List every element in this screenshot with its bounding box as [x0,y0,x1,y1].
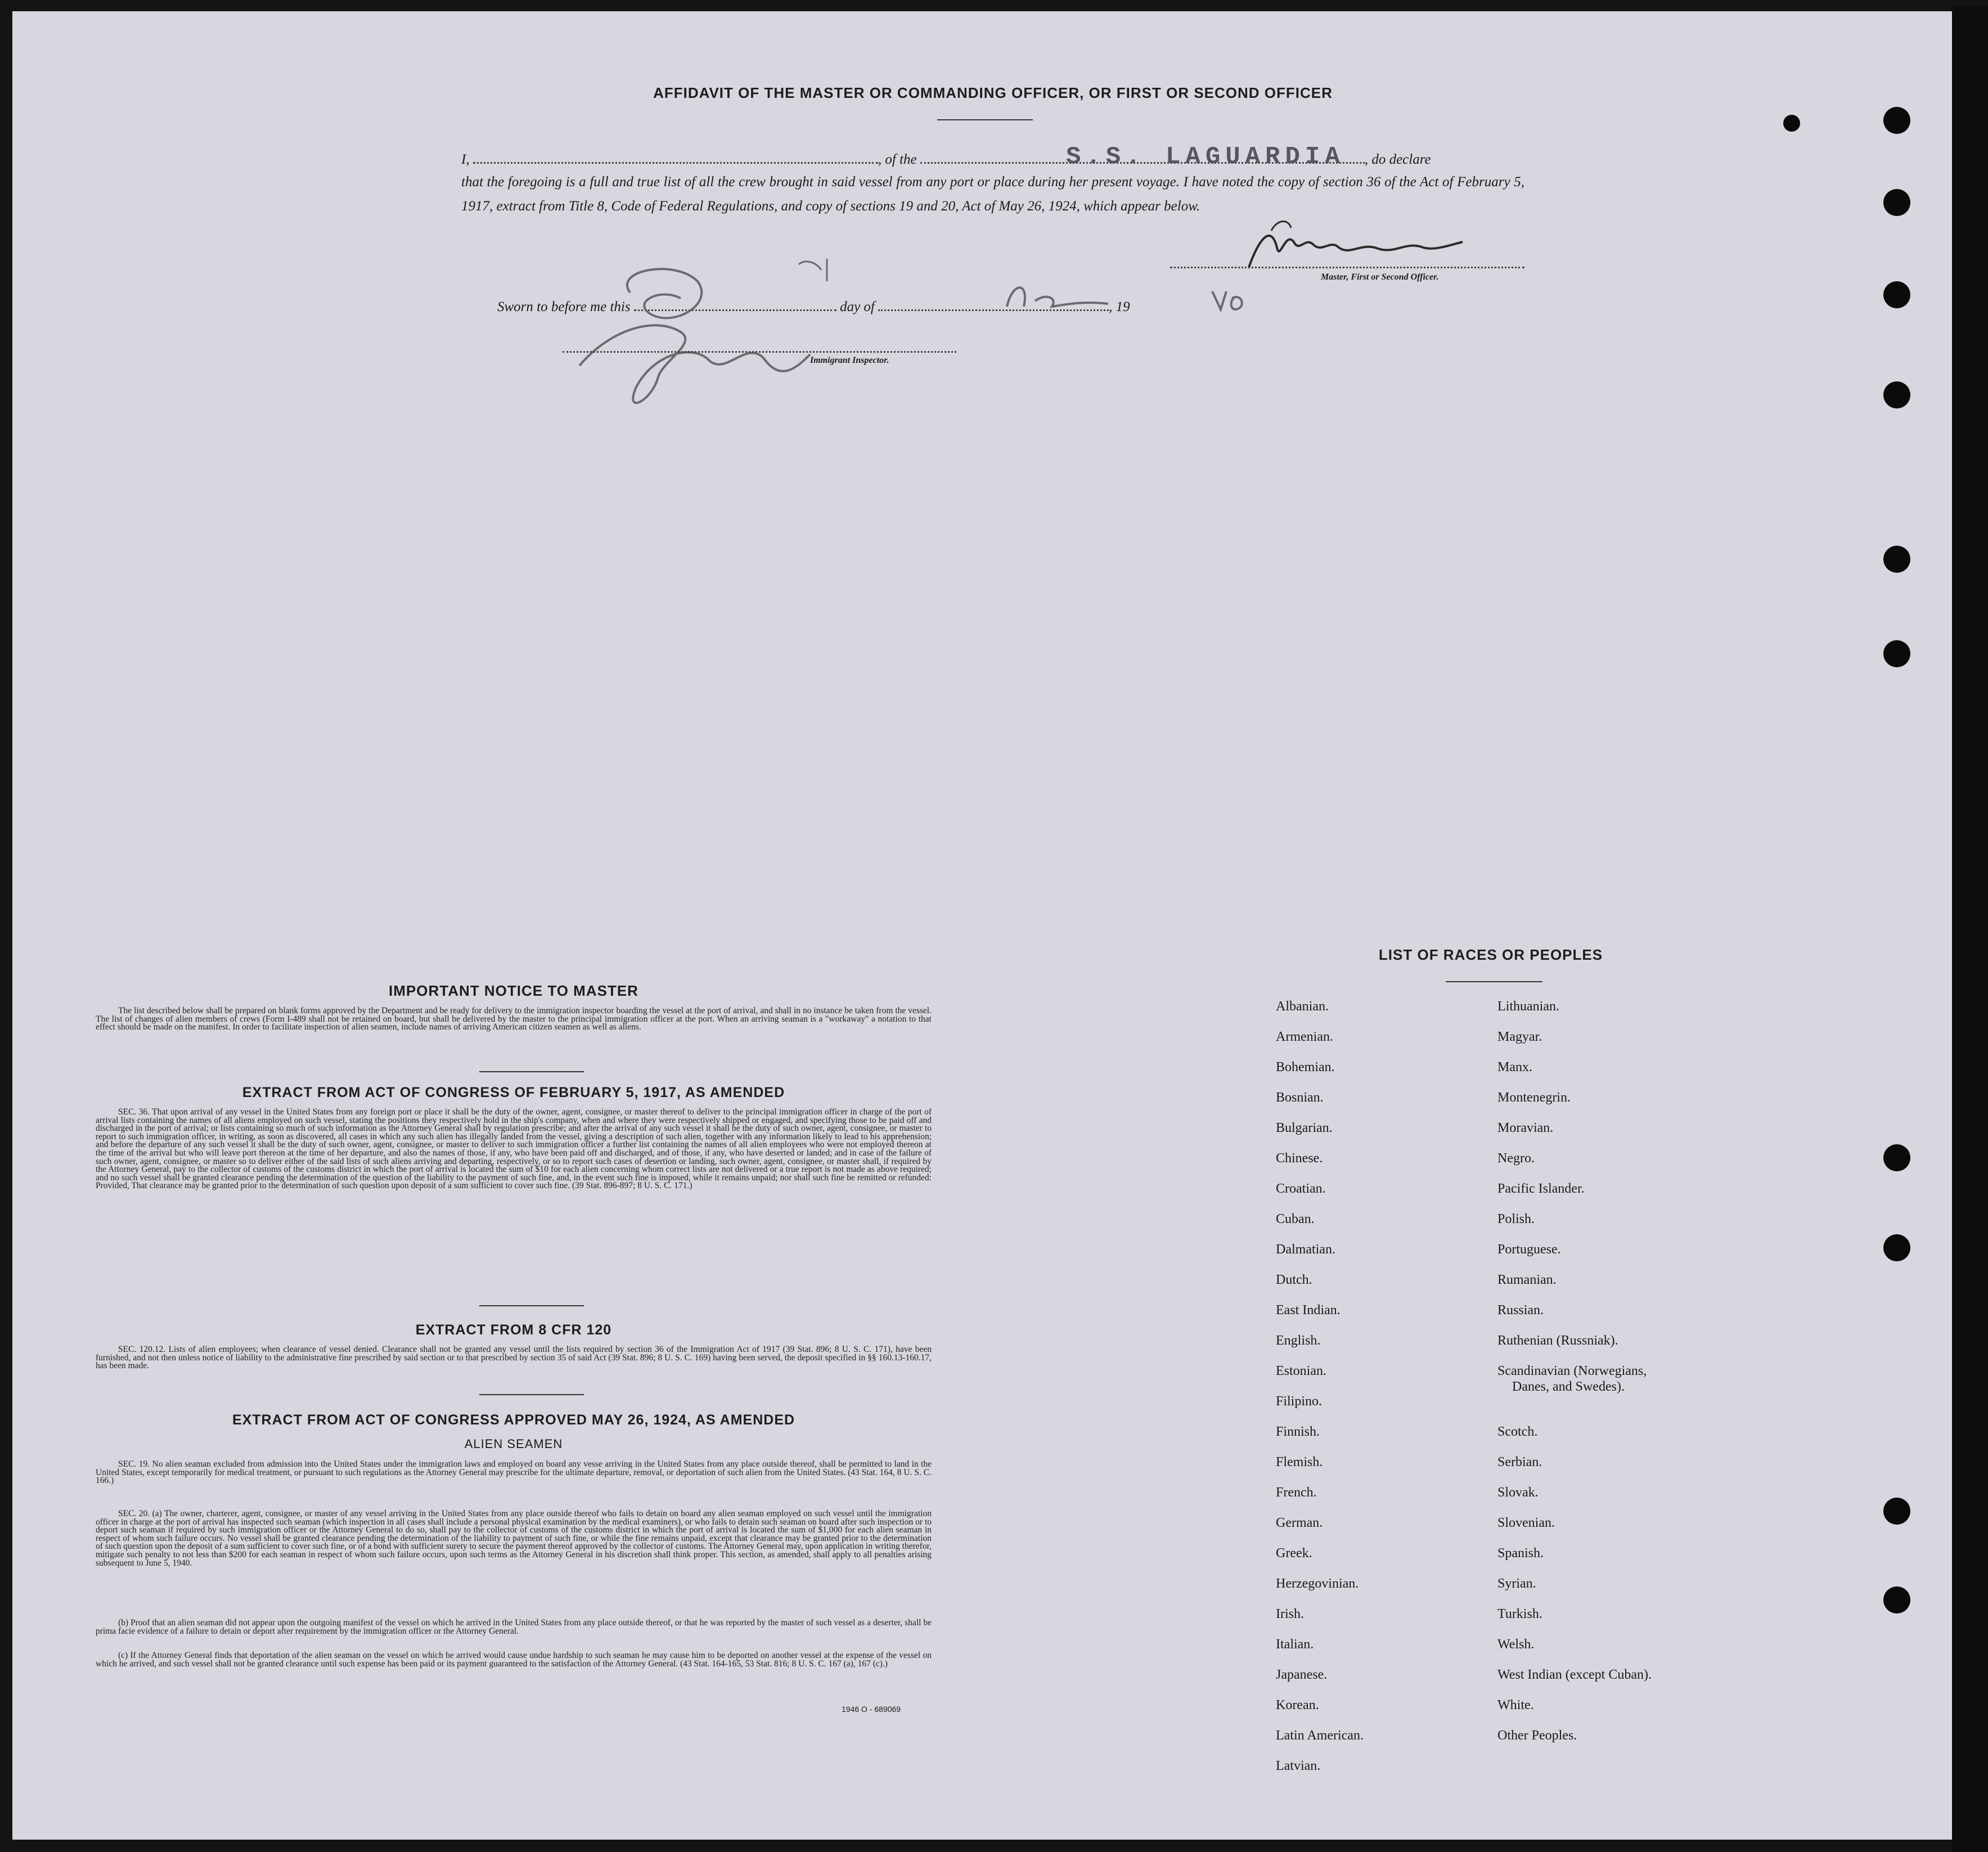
inspector-signature [563,248,956,416]
vessel-name-stamp: S.S. LAGUARDIA [1066,143,1345,171]
race-item: Syrian. [1497,1576,1536,1591]
sec19-text: SEC. 19. No alien seaman excluded from admission into the United States under the immigration laws and employed on board any vesse arriving in the United States from any place outside thereof, shall be permitted to land in the United States, except temporarily for medical treatment, or pursuant to such regulations as the Attorney General may prescribe for the ultimate departure, removal, or deportation of such alien from the United States. (43 Stat. 164, 8 U. S. C. 166.) [96,1459,932,1486]
inspector-signature-line [563,351,956,353]
race-item: Manx. [1497,1060,1532,1075]
binder-hole [1883,281,1910,308]
race-item: Spanish. [1497,1546,1544,1561]
race-item: Bulgarian. [1276,1121,1333,1135]
affidavit-body: that the foregoing is a full and true list of all the crew brought in said vessel from any port or place during her present voyage. I have noted the copy of section 36 of the Act of February 5, 1917, extract from Title 8, Code of Federal Regulations, and copy of sections 19 and 20, Act of May 26, 1924, which appear below. [461,174,1524,214]
affidavit-of-the: , of the [878,152,917,167]
race-item: Croatian. [1276,1181,1326,1196]
extract-1917-rule [479,1305,584,1306]
race-item: Russian. [1497,1303,1544,1318]
extract-cfr-text: SEC. 120.12. Lists of alien employees; when clearance of vessel denied. Clearance shall not be granted any vessel until the lists required by section 36 of the Immigration Act of 1917 (39 Stat. 896; 8 U. S. C. 171), have been furnished, and not then unless notice of liability to the administrative fine prescribed by said section or to that prescribed by section 35 of said Act (39 Stat. 896; 8 U. S. C. 169) having been served, the deposit specified in §§ 160.13-160.17, has been made. [96,1345,932,1371]
race-item: White. [1497,1698,1534,1712]
race-item: German. [1276,1516,1323,1530]
race-item: English. [1276,1333,1321,1348]
affidavit-line1 [461,147,1524,172]
race-item: Latin American. [1276,1728,1364,1743]
print-code: 1946 O - 689069 [842,1705,901,1714]
race-item: Dutch. [1276,1273,1312,1287]
race-item: Magyar. [1497,1030,1542,1044]
race-item: Slovenian. [1497,1516,1555,1530]
binder-hole [1883,1586,1910,1613]
notice-rule [479,1071,584,1072]
race-item: Irish. [1276,1607,1304,1621]
binder-hole [1783,115,1800,132]
race-item: Negro. [1497,1151,1535,1166]
notice-title: IMPORTANT NOTICE TO MASTER [389,982,638,999]
binder-hole [1883,107,1910,134]
extract-1917-title: EXTRACT FROM ACT OF CONGRESS OF FEBRUARY 5, 1917, AS AMENDED [242,1085,785,1100]
extract-1924-subtitle: ALIEN SEAMEN [464,1437,563,1451]
race-item: Estonian. [1276,1364,1326,1378]
year-prefix: , 19 [1109,299,1130,314]
race-item: Latvian. [1276,1759,1321,1773]
races-rule [1446,981,1542,982]
binder-hole [1883,546,1910,573]
binder-edge [1952,6,1988,1852]
race-item: Bosnian. [1276,1090,1324,1105]
day-of-label: day of [840,299,875,314]
extract-cfr-title: EXTRACT FROM 8 CFR 120 [415,1322,612,1338]
race-item: Finnish. [1276,1424,1320,1439]
extract-1924-title: EXTRACT FROM ACT OF CONGRESS APPROVED MAY 26, 1924, AS AMENDED [232,1412,795,1428]
binder-hole [1883,1144,1910,1171]
inspector-caption: Immigrant Inspector. [810,356,889,365]
race-item: Armenian. [1276,1030,1333,1044]
race-item: French. [1276,1485,1317,1500]
race-item: Greek. [1276,1546,1312,1561]
affidavit-title: AFFIDAVIT OF THE MASTER OR COMMANDING OFFICER, OR FIRST OR SECOND OFFICER [653,84,1333,101]
affidavit-i: I, [461,152,470,167]
sec20b-text: (b) Proof that an alien seaman did not appear upon the outgoing manifest of the vessel on which he arrived in the United States from any place outside thereof, or that he was reported by the master of such vessel as a deserter, shall be prima facie evidence of a failure to detain or deport after requirement by the immigration officer or the Attorney General. [96,1618,932,1636]
race-item: Bohemian. [1276,1060,1335,1075]
race-item: Moravian. [1497,1121,1554,1135]
master-caption: Master, First or Second Officer. [1321,272,1439,282]
binder-hole [1883,1498,1910,1525]
race-item: Filipino. [1276,1394,1323,1409]
race-item: Cuban. [1276,1212,1315,1226]
race-item: Montenegrin. [1497,1090,1571,1105]
races-title: LIST OF RACES OR PEOPLES [1378,946,1603,963]
race-item: Slovak. [1497,1485,1539,1500]
sec20a-text: SEC. 20. (a) The owner, charterer, agent, consignee, or master of any vessel arriving in the United States from any place outside thereof who fails to detain on board any alien seaman employed on such vessel until the immigration officer in charge at the port of arrival has inspected such seaman (which inspection in all cases shall include a personal physical examination by the medical examiners), or who fails to detain such seaman on board after such inspection or to deport such seaman if required by such immigration officer or the Attorney General to do so, shall pay to the collector of customs of the customs district in which the port of arrival is located the sum of $1,000 for each alien seaman in respect of whom such failure occurs. No vessel shall be granted clearance pending the determination of the liability to payment of such fine, or while the fine remains unpaid, except that clearance may be granted prior to the determination of such question upon the deposit of a sum sufficient to cover such fine, or of a bond with sufficient surety to secure the payment thereof approved by the collector of customs. The Attorney General may, upon application in writing therefor, mitigate such penalty to not less than $200 for each seaman in respect of whom such failure occurs, upon such terms as the Attorney General in his discretion shall think proper. This section, as amended, shall apply to all penalties arising subsequent to June 5, 1940. [96,1509,932,1568]
race-item: Portuguese. [1497,1242,1561,1257]
extract-1917-text: SEC. 36. That upon arrival of any vessel in the United States from any foreign port or place it shall be the duty of the owner, agent, consignee, or master thereof to deliver to the principal immigration officer in charge of the port of arrival lists containing the names of all aliens employed on such vessel, stating the positions they respectively hold in the ship's company, when and where they were respectively shipped or engaged, and specifying those to be paid off and discharged in the port of arrival; or lists containing so much of such information as the Attorney General shall by regulation prescribe; and after the arrival of any such vessel it shall be the duty of such owner, agent, consignee, or master to report to such immigration officer, in writing, as soon as discovered, all cases in which any such alien has illegally landed from the vessel, giving a description of such alien, together with any information likely to lead to his apprehension; and before the departure of any such vessel it shall be the duty of such owner, agent, consignee, or master to deliver to such immigration officer a further list containing the names of all alien employees who were not employed thereon at the time of the arrival but who will leave port thereon at the time of her departure, and also the names of those, if any, who have been paid off and discharged, and of those, if any, who have deserted or landed; and in case of the failure of such owner, agent, consignee, or master so to deliver either of the said lists of such aliens arriving and departing, respectively, or so to report such cases of desertion or landing, such owner, agent, consignee, or master shall, if required by the Attorney General, pay to the collector of customs of the customs district in which the port of arrival is located the sum of $10 for each alien concerning whom correct lists are not delivered or a true report is not made as above required; and no such vessel shall be granted clearance pending the determination of the question of the liability to the payment of such fine, and, in the event such fine is imposed, while it remains unpaid; nor shall such fine be remitted or refunded: Provided, That clearance may be granted prior to the determination of such question upon deposit of a sum sufficient to cover such fine. (39 Stat. 896-897; 8 U. S. C. 171.) [96,1107,932,1191]
race-item: Turkish. [1497,1607,1542,1621]
race-item: Rumanian. [1497,1273,1557,1287]
race-item: Welsh. [1497,1637,1535,1652]
name-blank [473,151,878,164]
race-item: Danes, and Swedes). [1512,1379,1625,1394]
binder-hole [1883,640,1910,667]
binder-hole [1883,381,1910,408]
race-item: Dalmatian. [1276,1242,1335,1257]
race-item: East Indian. [1276,1303,1341,1318]
race-item: Scotch. [1497,1424,1538,1439]
year-handwriting [1209,287,1249,315]
race-item: Ruthenian (Russniak). [1497,1333,1618,1348]
sworn-label: Sworn to before me this [497,299,631,314]
race-item: Chinese. [1276,1151,1323,1166]
race-item: Herzegovinian. [1276,1576,1359,1591]
master-signature [1238,214,1474,276]
race-item: Serbian. [1497,1455,1542,1469]
race-item: Polish. [1497,1212,1535,1226]
race-item: Korean. [1276,1698,1319,1712]
race-item: Japanese. [1276,1667,1328,1682]
binder-hole [1883,1234,1910,1261]
race-item: Italian. [1276,1637,1314,1652]
race-item: Flemish. [1276,1455,1323,1469]
notice-text: The list described below shall be prepared on blank forms approved by the Department and be ready for delivery to the immigration inspector boarding the vessel at the port of arrival, and shall in no instance be taken from the vessel. The list of changes of alien members of crews (Form I-489 shall not be retained on board, but shall be delivered by the master to the principal immigration officer at the port. When an arriving seaman is a "workaway" a notation to that effect should be made on the manifest. In order to facilitate inspection of alien seamen, include names of arriving American citizen seamen as well as aliens. [96,1006,932,1032]
affidavit-declare: , do declare [1364,152,1431,167]
race-item: West Indian (except Cuban). [1497,1667,1652,1682]
race-item: Pacific Islander. [1497,1181,1585,1196]
race-item: Lithuanian. [1497,999,1559,1014]
title-rule [937,119,1033,120]
race-item: Scandinavian (Norwegians, [1497,1364,1647,1378]
month-handwriting [996,276,1125,315]
race-item: Albanian. [1276,999,1329,1014]
extract-cfr-rule [479,1394,584,1395]
binder-hole [1883,189,1910,216]
sec20c-text: (c) If the Attorney General finds that deportation of the alien seaman on the vessel on which he arrived would cause undue hardship to such seaman he may cause him to be deported on another vessel at the expense of the vessel on which he arrived, and such vessel shall not be granted clearance until such expense has been paid or its payment guaranteed to the satisfaction of the Attorney General. (43 Stat. 164-165, 53 Stat. 816; 8 U. S. C. 167 (a), 167 (c).) [96,1651,932,1669]
race-item: Other Peoples. [1497,1728,1577,1743]
